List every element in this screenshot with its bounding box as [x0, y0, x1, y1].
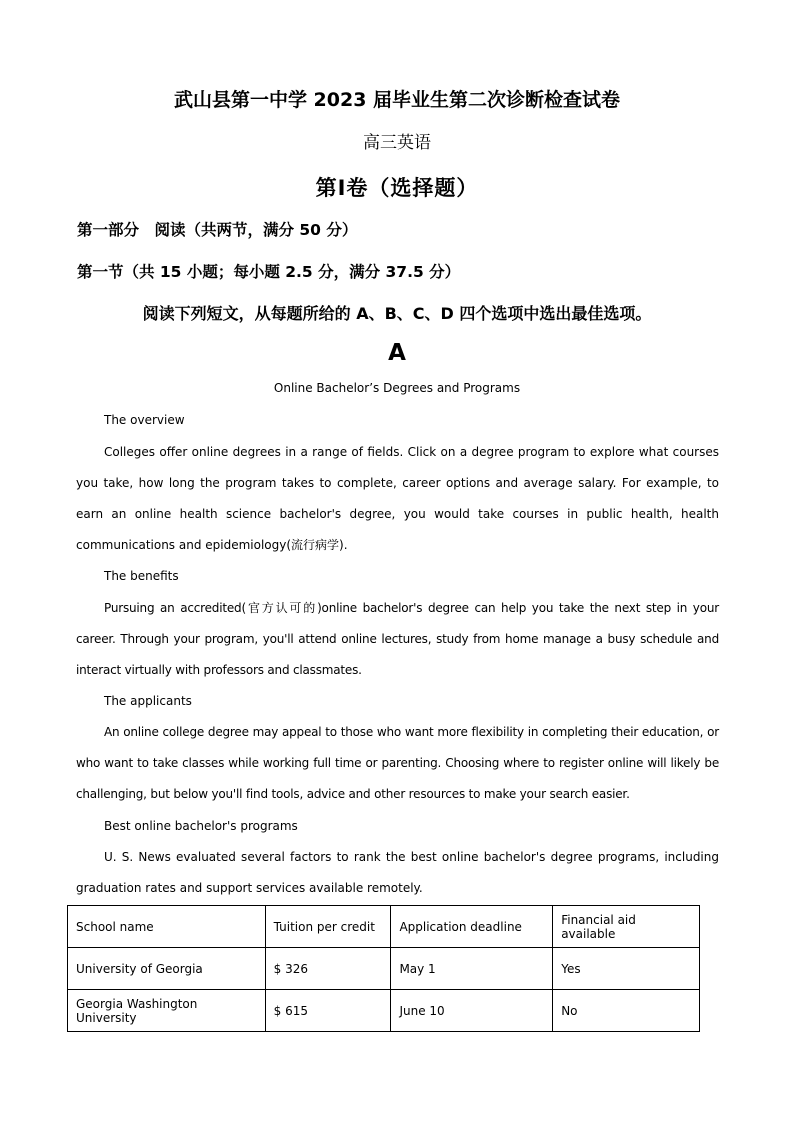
volume-heading: 第Ⅰ卷（选择题） — [315, 176, 479, 200]
table-row — [68, 948, 700, 990]
best-programs-paragraph: U. S. News evaluated several factors to rank the best online bachelor's degree programs, including graduation rates and support services available remotely. — [76, 850, 719, 895]
table-cell: May 1 — [391, 948, 553, 990]
table-cell: No — [553, 990, 700, 1032]
programs-table — [67, 905, 700, 1032]
table-header-cell: Financial aid available — [553, 906, 700, 948]
table-cell: $ 615 — [265, 990, 391, 1032]
instruction-text: 阅读下列短文，从每题所给的 A、B、C、D 四个选项中选出最佳选项。 — [142, 304, 652, 323]
benefits-heading: The benefits — [104, 569, 179, 583]
part-heading: 第一部分 阅读（共两节，满分 50 分） — [77, 221, 358, 239]
applicants-paragraph: An online college degree may appeal to those who want more flexibility in completing their education, or who want to take classes while working full time or parenting. Choosing where to register online will likely be challenging, but below you'll find tools, advice and other resources to make your search easier. — [76, 725, 719, 801]
table-row — [68, 990, 700, 1032]
table-cell: $ 326 — [265, 948, 391, 990]
benefits-paragraph: Pursuing an accredited(官方认可的)online bachelor's degree can help you take the next step in your career. Through your program, you'll attend online lectures, study from home manage a busy schedule and interact virtually with professors and classmates. — [76, 601, 719, 677]
table-cell: University of Georgia — [68, 948, 266, 990]
applicants-heading: The applicants — [104, 694, 192, 708]
table-header-row — [68, 906, 700, 948]
exam-title: 武山县第一中学 2023 届毕业生第二次诊断检查试卷 — [173, 89, 621, 111]
table-cell: Georgia Washington University — [68, 990, 266, 1032]
section-heading: 第一节（共 15 小题；每小题 2.5 分，满分 37.5 分） — [77, 263, 461, 281]
table-cell: June 10 — [391, 990, 553, 1032]
overview-heading: The overview — [104, 413, 185, 427]
passage-title: Online Bachelor’s Degrees and Programs — [273, 381, 521, 395]
passage-letter: A — [388, 340, 406, 366]
table-cell: Yes — [553, 948, 700, 990]
table-header-cell: Application deadline — [391, 906, 553, 948]
exam-subtitle: 高三英语 — [363, 133, 431, 153]
best-programs-heading: Best online bachelor's programs — [104, 819, 298, 833]
table-header-cell: School name — [68, 906, 266, 948]
table-header-cell: Tuition per credit — [265, 906, 391, 948]
overview-paragraph: Colleges offer online degrees in a range of fields. Click on a degree program to explore what courses you take, how long the program takes to complete, career options and average salary. For example, to earn an online health science bachelor's degree, you would take courses in public health, health communications and epidemiology(流行病学). — [76, 445, 719, 552]
